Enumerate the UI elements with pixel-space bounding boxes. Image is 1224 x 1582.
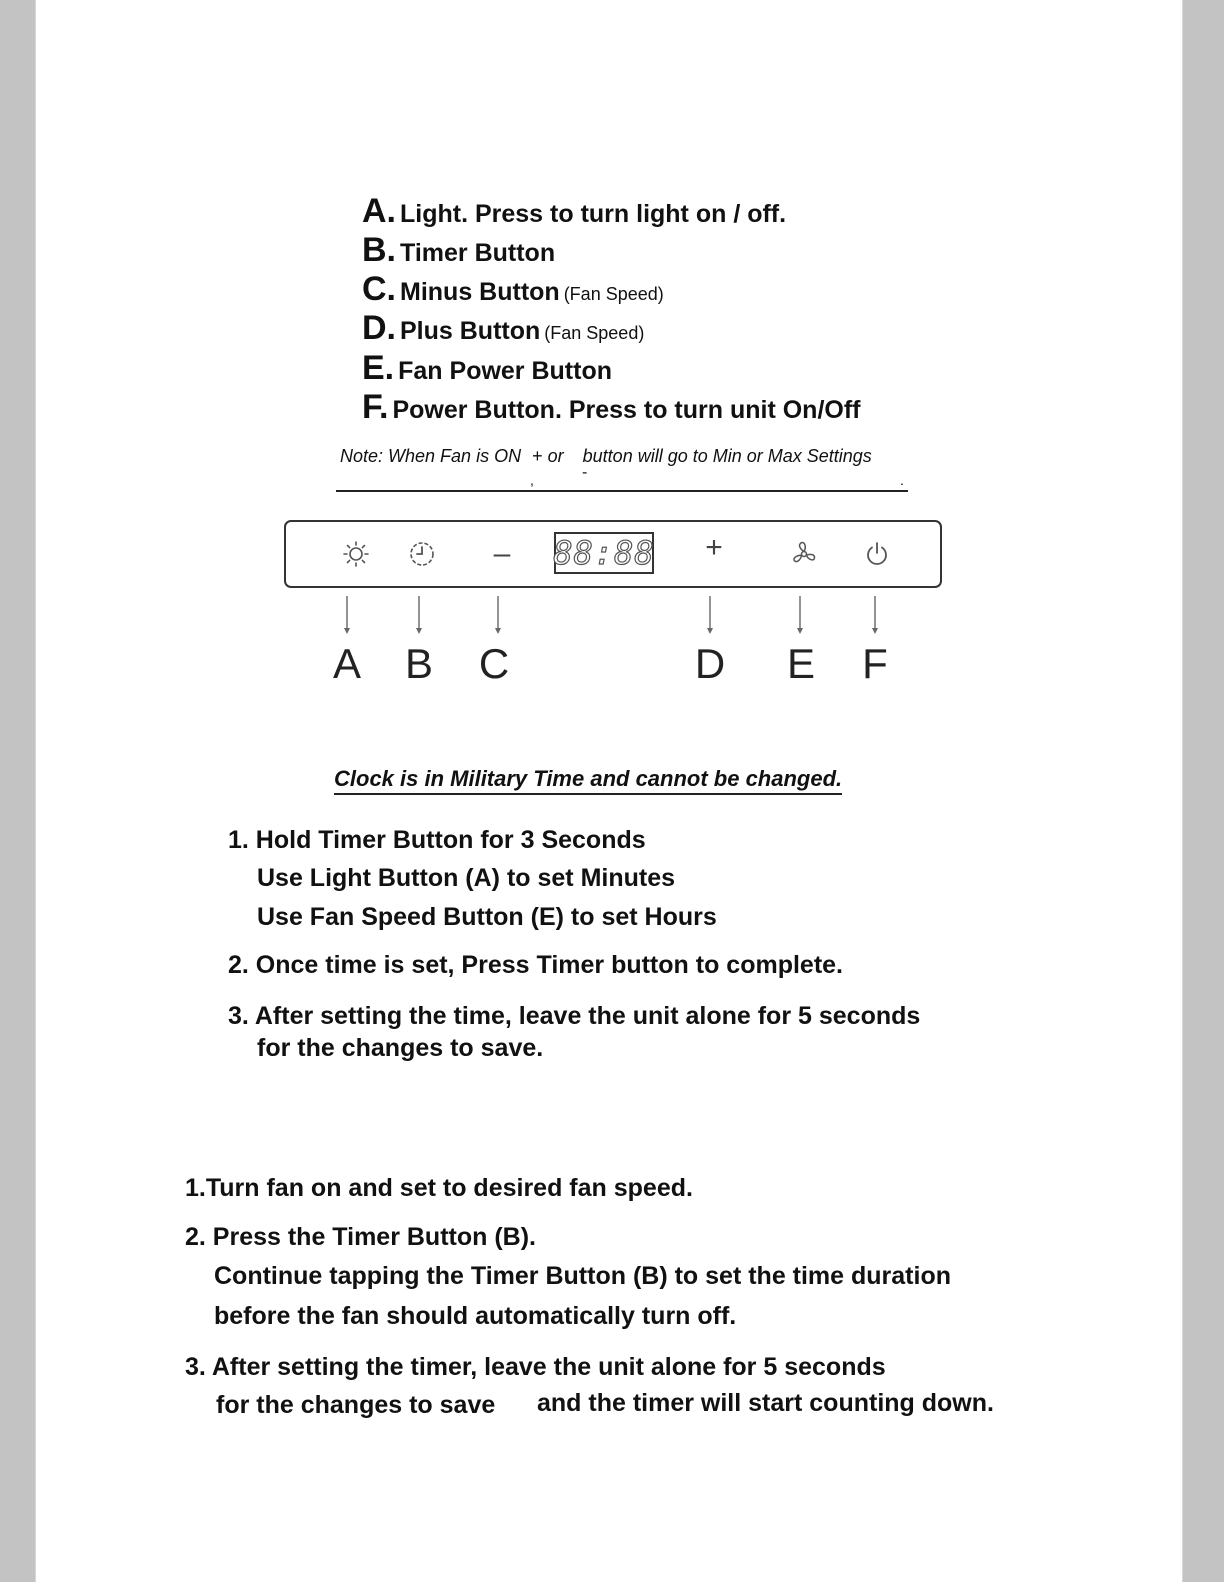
note-plus-symbol: + [532, 446, 543, 466]
callout-b: B [404, 640, 433, 687]
legend-subtext: (Fan Speed) [544, 323, 645, 343]
legend-item-f [362, 390, 861, 427]
clock-note: Clock is in Military Time and cannot be changed. [334, 766, 842, 795]
clock-step-3: 3. After setting the time, leave the unit alone for 5 seconds [228, 1002, 921, 1030]
timer-step-2: 2. Press the Timer Button (B). [185, 1223, 536, 1251]
arrow-down-icon [869, 596, 881, 636]
legend-text: Fan Power Button [398, 357, 613, 385]
arrow-down-icon [492, 596, 504, 636]
note-or: or [547, 446, 564, 466]
note-comma: , [530, 472, 534, 488]
legend-letter: D. [362, 309, 396, 347]
legend-item-c [362, 272, 664, 311]
minus-button[interactable]: – [493, 536, 511, 570]
light-bulb-icon [342, 540, 370, 568]
legend-text: Minus Button [400, 278, 560, 306]
callout-f: F [862, 640, 888, 687]
legend-letter: E. [362, 349, 395, 387]
legend-letter: A. [362, 192, 396, 230]
callout-d: D [694, 640, 726, 687]
legend-letter: B. [362, 231, 396, 269]
callout-e: E [786, 640, 815, 687]
clock-icon [408, 540, 436, 568]
callout-c: C [478, 640, 510, 687]
fan-speed-note [340, 446, 872, 467]
fan-power-button[interactable] [784, 522, 824, 585]
clock-step-1a: Use Light Button (A) to set Minutes [257, 864, 676, 892]
legend-text: Plus Button [400, 317, 541, 345]
note-text-end: button will go to Min or Max Settings [582, 446, 872, 466]
note-period: . [900, 472, 904, 488]
note-text-start: Note: When Fan is ON [340, 446, 522, 466]
legend-item-b [362, 233, 555, 270]
legend-letter: C. [362, 270, 396, 308]
manual-page [36, 0, 1182, 1582]
plus-button[interactable]: + [705, 530, 723, 564]
legend-subtext: (Fan Speed) [563, 284, 664, 304]
clock-step-3a: for the changes to save. [257, 1034, 544, 1062]
clock-display: 88:88 [553, 534, 655, 572]
arrow-down-icon [413, 596, 425, 636]
fan-icon [790, 540, 818, 568]
timer-step-3b: and the timer will start counting down. [537, 1389, 994, 1417]
legend-item-a [362, 194, 786, 231]
timer-button[interactable] [402, 522, 442, 585]
note-underline [336, 490, 908, 492]
power-button[interactable] [857, 522, 897, 585]
clock-step-2: 2. Once time is set, Press Timer button to complete. [228, 951, 843, 979]
light-button[interactable] [336, 522, 376, 585]
callout-a: A [332, 640, 361, 687]
timer-step-2b: before the fan should automatically turn off. [214, 1302, 737, 1330]
legend-text: Light. Press to turn light on / off. [400, 200, 787, 228]
clock-step-1: 1. Hold Timer Button for 3 Seconds [228, 826, 646, 854]
timer-step-1: 1.Turn fan on and set to desired fan speed. [185, 1174, 693, 1202]
timer-step-3: 3. After setting the timer, leave the unit alone for 5 seconds [185, 1353, 886, 1381]
legend-item-d [362, 311, 644, 350]
arrow-down-icon [794, 596, 806, 636]
legend-item-e [362, 351, 612, 388]
timer-step-3a: for the changes to save [216, 1391, 496, 1419]
power-icon [863, 540, 891, 568]
control-panel [284, 520, 942, 588]
clock-step-1b: Use Fan Speed Button (E) to set Hours [257, 903, 717, 931]
legend-text: Power Button. Press to turn unit On/Off [392, 396, 861, 424]
arrow-down-icon [704, 596, 716, 636]
note-minus-symbol: - [582, 464, 588, 481]
arrow-down-icon [341, 596, 353, 636]
legend-letter: F. [362, 388, 389, 426]
timer-step-2a: Continue tapping the Timer Button (B) to set the time duration [214, 1262, 951, 1290]
legend-text: Timer Button [400, 239, 556, 267]
